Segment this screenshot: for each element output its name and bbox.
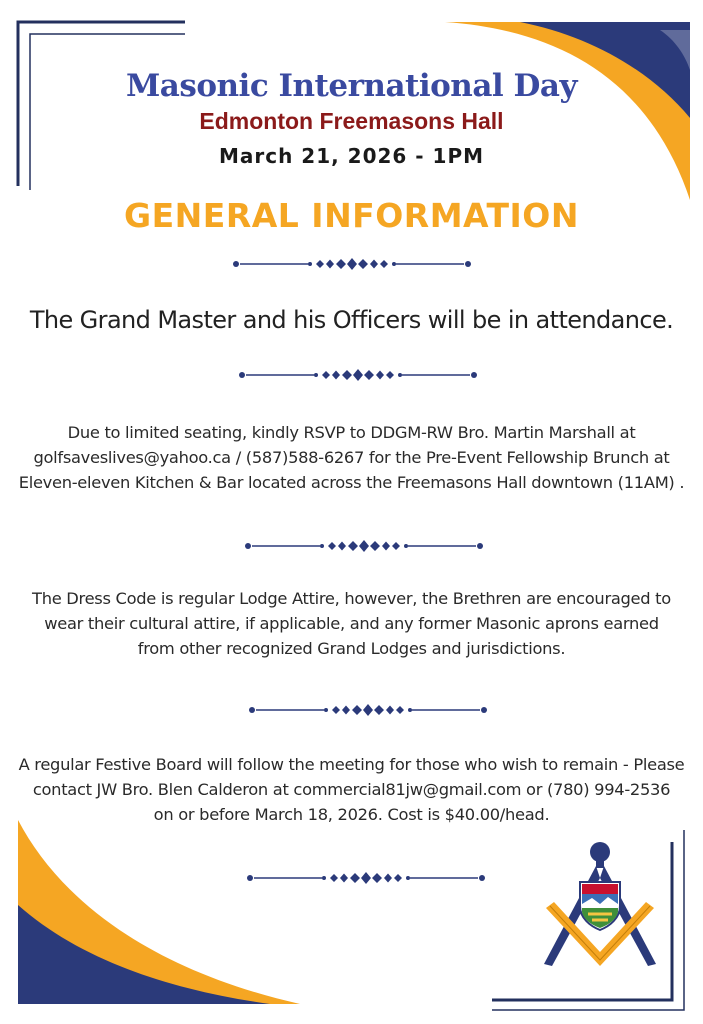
section-heading: GENERAL INFORMATION	[124, 196, 579, 235]
square-and-compasses-emblem-icon	[536, 838, 664, 970]
announcement-text: The Grand Master and his Officers will be in attendance.	[29, 306, 674, 334]
festive-board-line: A regular Festive Board will follow the meeting for those who wish to remain - Please	[18, 755, 685, 774]
dress-code-paragraph	[0, 586, 703, 661]
diamond-divider-icon	[0, 257, 703, 271]
diamond-divider-icon	[0, 539, 703, 553]
dress-code-line: wear their cultural attire, if applicable, and any former Masonic aprons earned	[44, 614, 659, 633]
festive-board-line: contact JW Bro. Blen Calderon at commercial81jw@gmail.com or (780) 994-2536	[32, 780, 671, 799]
festive-board-line: on or before March 18, 2026. Cost is $40.00/head.	[153, 805, 550, 824]
event-date: March 21, 2026 - 1PM	[218, 144, 485, 168]
dress-code-line: The Dress Code is regular Lodge Attire, however, the Brethren are encouraged to	[32, 589, 671, 608]
event-venue: Edmonton Freemasons Hall	[199, 108, 504, 134]
event-title: Masonic International Day	[125, 68, 577, 104]
rsvp-line: Due to limited seating, kindly RSVP to DDGM-RW Bro. Martin Marshall at	[67, 423, 636, 442]
dress-code-line: from other recognized Grand Lodges and jurisdictions.	[137, 639, 566, 658]
rsvp-paragraph	[0, 420, 703, 495]
diamond-divider-icon	[0, 703, 703, 717]
festive-board-paragraph	[0, 752, 703, 827]
rsvp-line: Eleven-eleven Kitchen & Bar located across the Freemasons Hall downtown (11AM) .	[18, 473, 685, 492]
diamond-divider-icon	[0, 368, 703, 382]
rsvp-line: golfsaveslives@yahoo.ca / (587)588-6267 for the Pre-Event Fellowship Brunch at	[33, 448, 670, 467]
